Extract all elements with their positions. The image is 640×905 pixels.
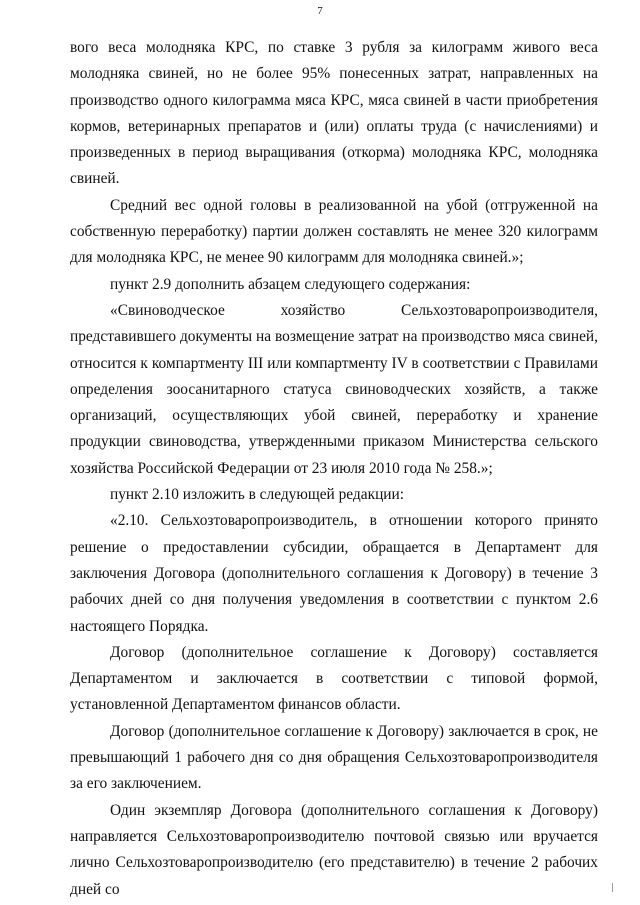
page-number: 7	[317, 5, 323, 17]
paragraph-contract-drafting: Договор (дополнительное соглашение к Договору) составляется Департаментом и заключается в соответствии с типовой формой, установленной Департаментом финансов области.	[70, 643, 598, 714]
paragraph-continuation: вого веса молодняка КРС, по ставке 3 рубля за килограмм живого веса молодняка свиней, но не более 95% понесенных затрат, направленных на производство одного килограмма мяса КРС, мяса свиней в части приобретения кормов, ветеринарных препаратов и (или) оплаты труда (с начислениями) и произведенных в период выращивания (откорма) молодняка КРС, молодняка свиней.	[70, 39, 598, 188]
margin-mark	[612, 883, 613, 892]
paragraph-clause-2-10: «2.10. Сельхозтоваропроизводитель, в отношении которого принято решение о предоставлении субсидии, обращается в Департамент для заключения Договора (дополнительного соглашения к Договору) в течение 3 рабочих дней со дня получения уведомления в соответствии с пунктом 2.6 настоящего Порядка.	[70, 512, 598, 635]
document-body	[70, 35, 598, 903]
paragraph-clause-2-9-intro: пункт 2.9 дополнить абзацем следующего содержания:	[110, 275, 471, 293]
paragraph-contract-term: Договор (дополнительное соглашение к Договору) заключается в срок, не превышающий 1 рабочего дня со дня обращения Сельхозтоваропроизводителя за его заключением.	[70, 722, 598, 793]
paragraph-contract-delivery: Один экземпляр Договора (дополнительного соглашения к Договору) направляется Сельхозтоваропроизводителю почтовой связью или вручается лично Сельхозтоваропроизводителю (его представителю) в течение 2 рабочих дней со	[70, 801, 598, 898]
paragraph-compartment: «Свиноводческое хозяйство Сельхозтоваропроизводителя, представившего документы на возмещение затрат на производство мяса свиней, относится к компартменту III или компартменту IV в соответствии с Правилами определения зоосанитарного статуса свиноводческих хозяйств, а также организаций, осуществляющих убой свиней, переработку и хранение продукции свиноводства, утвержденными приказом Министерства сельского хозяйства Российской Федерации от 23 июля 2010 года № 258.»;	[70, 301, 598, 477]
paragraph-clause-2-10-intro: пункт 2.10 изложить в следующей редакции:	[110, 486, 405, 504]
paragraph-average-weight: Средний вес одной головы в реализованной на убой (отгруженной на собственную переработку) партии должен составлять не менее 320 килограмм для молодняка КРС, не менее 90 килограмм для молодняка свиней.»;	[70, 196, 598, 267]
